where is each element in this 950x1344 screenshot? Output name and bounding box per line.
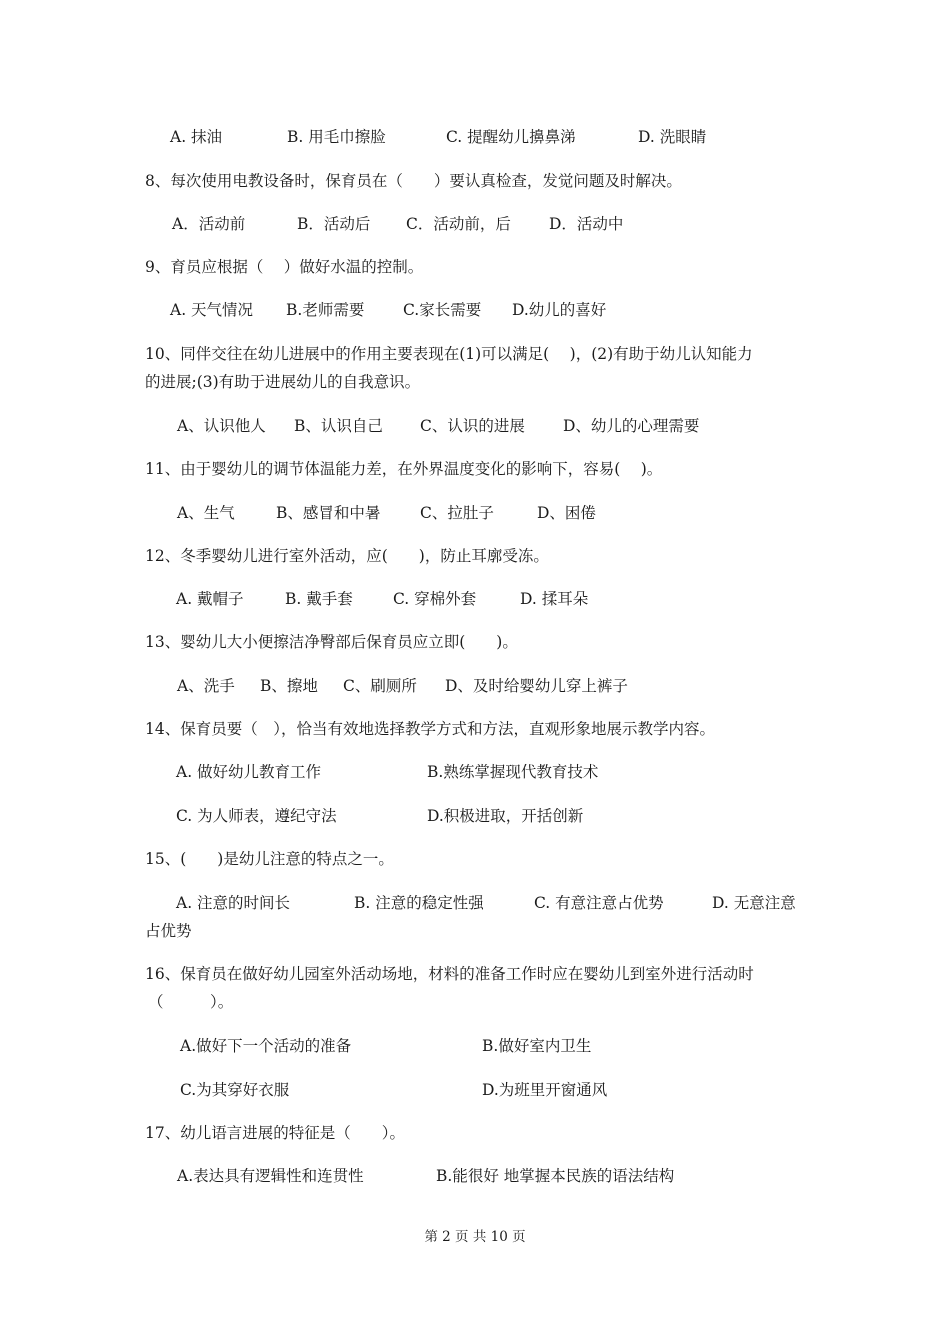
q16-option-c: C.为其穿好衣服 bbox=[180, 1081, 290, 1099]
q14-option-a: A. 做好幼儿教育工作 bbox=[176, 763, 322, 781]
q15-option-d-wrap: 占优势 bbox=[145, 922, 192, 940]
question-13-stem: 13、婴幼儿大小便擦洁净臀部后保育员应立即( )。 bbox=[145, 633, 518, 651]
q11-option-d: D、困倦 bbox=[537, 504, 596, 522]
q14-option-c: C. 为人师表，遵纪守法 bbox=[176, 807, 337, 825]
question-10-stem-line2: 的进展;(3)有助于进展幼儿的自我意识。 bbox=[145, 373, 421, 391]
q10-option-c: C、认识的进展 bbox=[420, 417, 525, 435]
q13-option-a: A、洗手 bbox=[177, 677, 235, 695]
q12-option-a: A. 戴帽子 bbox=[176, 590, 244, 608]
q7-option-a: A. 抹油 bbox=[170, 128, 223, 146]
question-16-stem-line1: 16、保育员在做好幼儿园室外活动场地，材料的准备工作时应在婴幼儿到室外进行活动时 bbox=[145, 965, 754, 983]
question-9-stem: 9、育员应根据（ ）做好水温的控制。 bbox=[145, 258, 424, 276]
q15-option-b: B. 注意的稳定性强 bbox=[354, 894, 484, 912]
q15-option-d: D. 无意注意 bbox=[712, 894, 796, 912]
question-11-stem: 11、由于婴幼儿的调节体温能力差，在外界温度变化的影响下，容易( )。 bbox=[145, 460, 663, 478]
q12-option-d: D. 揉耳朵 bbox=[520, 590, 589, 608]
question-14-stem: 14、保育员要（ ），恰当有效地选择教学方式和方法，直观形象地展示教学内容。 bbox=[145, 720, 715, 738]
q7-option-c: C. 提醒幼儿擤鼻涕 bbox=[446, 128, 576, 146]
q7-option-d: D. 洗眼睛 bbox=[638, 128, 707, 146]
q10-option-d: D、幼儿的心理需要 bbox=[563, 417, 700, 435]
q9-option-d: D.幼儿的喜好 bbox=[512, 301, 607, 319]
q16-option-d: D.为班里开窗通风 bbox=[482, 1081, 608, 1099]
q14-option-d: D.积极进取，开括创新 bbox=[427, 807, 584, 825]
q13-option-d: D、及时给婴幼儿穿上裤子 bbox=[445, 677, 628, 695]
q15-option-c: C. 有意注意占优势 bbox=[534, 894, 664, 912]
q8-option-d: D．活动中 bbox=[549, 215, 624, 233]
question-15-stem: 15、( )是幼儿注意的特点之一。 bbox=[145, 850, 394, 868]
q9-option-b: B.老师需要 bbox=[286, 301, 365, 319]
q14-option-b: B.熟练掌握现代教育技术 bbox=[427, 763, 599, 781]
q7-option-b: B. 用毛巾擦脸 bbox=[287, 128, 386, 146]
q10-option-b: B、认识自己 bbox=[294, 417, 383, 435]
question-8-stem: 8、每次使用电教设备时，保育员在（ ）要认真检查，发觉问题及时解决。 bbox=[145, 172, 682, 190]
q16-option-a: A.做好下一个活动的准备 bbox=[180, 1037, 352, 1055]
question-17-stem: 17、幼儿语言进展的特征是（ ）。 bbox=[145, 1124, 405, 1142]
question-10-stem-line1: 10、同伴交往在幼儿进展中的作用主要表现在(1)可以满足( )，(2)有助于幼儿认知能力 bbox=[145, 345, 753, 363]
q13-option-b: B、擦地 bbox=[260, 677, 318, 695]
q11-option-b: B、感冒和中暑 bbox=[276, 504, 381, 522]
q13-option-c: C、刷厕所 bbox=[343, 677, 417, 695]
q8-option-b: B．活动后 bbox=[297, 215, 371, 233]
q17-option-a: A.表达具有逻辑性和连贯性 bbox=[177, 1167, 364, 1185]
page-number-footer: 第 2 页 共 10 页 bbox=[424, 1229, 526, 1245]
question-12-stem: 12、冬季婴幼儿进行室外活动，应( )，防止耳廓受冻。 bbox=[145, 547, 549, 565]
q16-option-b: B.做好室内卫生 bbox=[482, 1037, 592, 1055]
q10-option-a: A、认识他人 bbox=[177, 417, 266, 435]
q9-option-c: C.家长需要 bbox=[403, 301, 482, 319]
q15-option-a: A. 注意的时间长 bbox=[176, 894, 291, 912]
q12-option-c: C. 穿棉外套 bbox=[393, 590, 477, 608]
q17-option-b: B.能很好 地掌握本民族的语法结构 bbox=[436, 1167, 675, 1185]
q11-option-a: A、生气 bbox=[177, 504, 235, 522]
q8-option-c: C．活动前，后 bbox=[406, 215, 511, 233]
q8-option-a: A．活动前 bbox=[172, 215, 246, 233]
q9-option-a: A. 天气情况 bbox=[170, 301, 254, 319]
q11-option-c: C、拉肚子 bbox=[420, 504, 494, 522]
q12-option-b: B. 戴手套 bbox=[285, 590, 353, 608]
question-16-stem-line2: （ ）。 bbox=[148, 993, 234, 1011]
